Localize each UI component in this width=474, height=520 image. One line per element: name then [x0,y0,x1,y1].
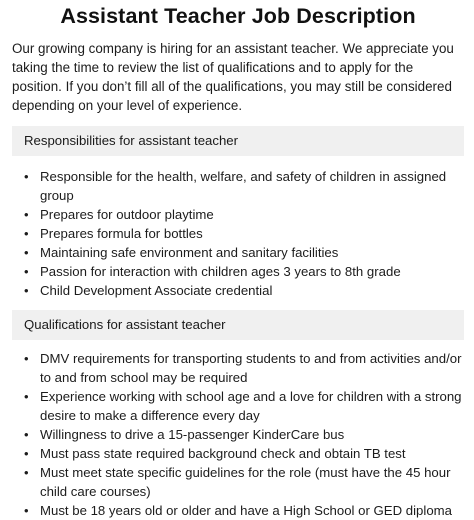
list-item [12,349,464,387]
bullet-icon: • [24,207,29,222]
list-item [12,444,464,463]
list-item [12,463,464,501]
list-item-text: Maintaining safe environment and sanitary facilities [40,245,339,260]
list-item-text: Prepares for outdoor playtime [40,207,214,222]
list-item [12,387,464,425]
intro-paragraph: Our growing company is hiring for an assistant teacher. We appreciate you taking the time to review the list of qualifications and to apply for the position. If you don’t fill all of the qualifications, you may still be considered depending on your level of experience. [12,41,454,113]
bullet-icon: • [24,389,29,404]
list-item [12,501,464,520]
list-item-text: Experience working with school age and a love for children with a strong desire to make a difference every day [40,389,462,423]
list-item-text: Must be 18 years old or older and have a High School or GED diploma [40,503,452,518]
bullet-icon: • [24,465,29,480]
list-item [12,262,464,281]
bullet-icon: • [24,351,29,366]
bullet-icon: • [24,245,29,260]
page-title: Assistant Teacher Job Description [60,4,416,28]
list-item-text: DMV requirements for transporting students to and from activities and/or to and from school may be required [40,351,462,385]
responsibilities-heading: Responsibilities for assistant teacher [12,126,464,156]
list-item [12,281,464,300]
bullet-icon: • [24,503,29,518]
bullet-icon: • [24,226,29,241]
list-item [12,425,464,444]
list-item-text: Must meet state specific guidelines for the role (must have the 45 hour child care courses) [40,465,451,499]
list-item [12,205,464,224]
qualifications-list [12,349,464,520]
list-item-text: Willingness to drive a 15-passenger KinderCare bus [40,427,345,442]
bullet-icon: • [24,283,29,298]
bullet-icon: • [24,446,29,461]
bullet-icon: • [24,169,29,184]
list-item [12,167,464,205]
bullet-icon: • [24,427,29,442]
list-item-text: Passion for interaction with children ages 3 years to 8th grade [40,264,401,279]
list-item-text: Child Development Associate credential [40,283,273,298]
list-item-text: Responsible for the health, welfare, and safety of children in assigned group [40,169,447,203]
list-item-text: Prepares formula for bottles [40,226,203,241]
list-item [12,224,464,243]
responsibilities-list [12,167,464,300]
qualifications-heading: Qualifications for assistant teacher [12,310,464,340]
list-item [12,243,464,262]
bullet-icon: • [24,264,29,279]
list-item-text: Must pass state required background check and obtain TB test [40,446,406,461]
